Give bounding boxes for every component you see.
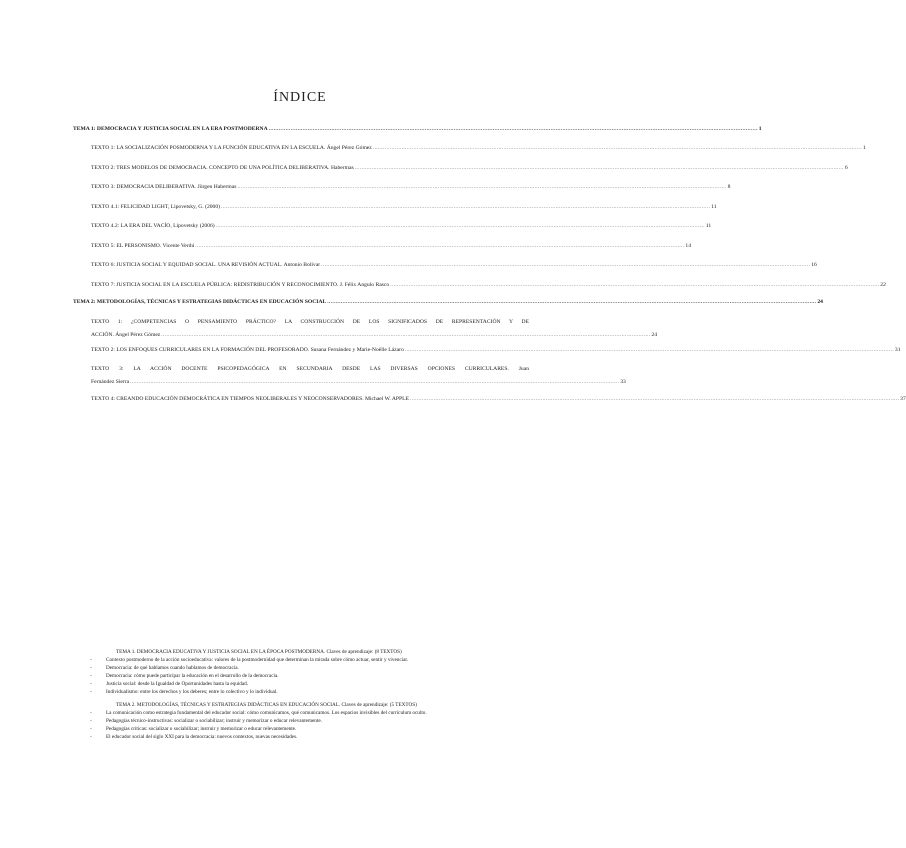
toc-leader xyxy=(373,145,862,152)
list-item: - Individualismo: entre los derechos y los deberes; entre lo colectivo y lo individual. xyxy=(90,688,530,696)
toc-page-number: 14 xyxy=(685,242,691,249)
notes-heading-tema2: TEMA 2. METODOLOGÍAS, TÉCNICAS Y ESTRATEGIAS DIDÁCTICAS EN EDUCACIÓN SOCIAL. Claves de aprendizaje: (5 TEXTOS) xyxy=(116,701,417,708)
toc-entry-label-line1: TEXTO 3: LA ACCIÓN DOCENTE PSICOPEDAGÓGICA EN SECUNDARIA DESDE LAS DIVERSAS OPCIONES CURRICULARES. Juan xyxy=(91,365,529,372)
toc-entry[interactable] xyxy=(73,313,658,340)
toc-entry[interactable] xyxy=(73,395,906,403)
toc-page-number: 24 xyxy=(651,331,658,338)
toc-entry-label-line2: Fernández Sierra xyxy=(91,378,130,385)
toc-leader xyxy=(327,299,816,306)
toc-entry-label: TEXTO 7: JUSTICIA SOCIAL EN LA ESCUELA PÚBLICA: REDISTRIBUCIÓN Y RECONOCIMIENTO. J. Félix Angulo Rasco xyxy=(91,281,390,288)
toc-leader xyxy=(405,347,894,354)
toc-leader xyxy=(130,378,619,387)
list-item: - Justicia social: desde la Igualdad de Oportunidades hasta la equidad. xyxy=(90,680,530,688)
list-item: - El educador social del siglo XXI para la democracia: nuevos contextos, nuevas necesidades. xyxy=(90,733,530,741)
toc-page-number: 8 xyxy=(727,184,731,190)
toc-entry-label-line1: TEXTO 1: ¿COMPETENCIAS O PENSAMIENTO PRÁCTICO? LA CONSTRUCCIÓN DE LOS SIGNIFICADOS DE REPRESENTACIÓN Y DE xyxy=(91,318,529,325)
toc-page-number: 33 xyxy=(620,378,626,385)
toc-page-number: 22 xyxy=(880,281,886,288)
toc-entry[interactable] xyxy=(73,242,691,250)
toc-entry[interactable] xyxy=(73,360,626,387)
toc-theme-1[interactable] xyxy=(73,126,762,133)
toc-entry[interactable] xyxy=(73,145,866,152)
toc-leader xyxy=(269,126,758,133)
toc-entry[interactable] xyxy=(73,281,886,289)
toc-leader xyxy=(410,396,899,403)
toc-theme-2[interactable] xyxy=(73,298,823,306)
toc-page-number: 11 xyxy=(705,223,712,229)
toc-page-number: 1 xyxy=(862,145,866,151)
page-title: ÍNDICE xyxy=(273,90,327,105)
toc-page-number: 11 xyxy=(711,203,717,210)
toc-entry-label: TEXTO 4.2: LA ERA DEL VACÍO, Lipovetsky (2006) xyxy=(91,223,215,229)
toc-leader xyxy=(216,223,705,230)
toc-entry[interactable] xyxy=(73,184,731,191)
toc-page-number: 37 xyxy=(900,395,906,402)
toc-entry-label: TEXTO 4: CREANDO EDUCACIÓN DEMOCRÁTICA EN TIEMPOS NEOLIBERALES Y NEOCONSERVADORES. Michael W. APPLE xyxy=(91,395,409,402)
toc-leader xyxy=(221,204,710,211)
toc-leader xyxy=(355,165,844,172)
toc-leader xyxy=(390,282,879,289)
notes-heading-tema1: TEMA 1. DEMOCRACIA EDUCATIVA Y JUSTICIA SOCIAL EN LA ÉPOCA POSTMODERNA. Claves de aprendizaje: (8 TEXTOS) xyxy=(116,649,402,655)
toc-entry[interactable] xyxy=(73,262,817,269)
toc-entry-label: TEMA 1: DEMOCRACIA Y JUSTICIA SOCIAL EN LA ERA POSTMODERNA xyxy=(73,126,268,132)
list-item: - Democracia: de qué hablamos cuando hablamos de democracia. xyxy=(90,664,530,672)
toc-page-number: 1 xyxy=(758,126,762,132)
list-item: - Democracia: cómo puede participar la educación en el desarrollo de la democracia. xyxy=(90,672,530,680)
toc-leader xyxy=(237,184,726,191)
toc-entry[interactable] xyxy=(73,164,848,172)
toc-entry-label-line2: ACCIÓN. Ángel Pérez Gómez xyxy=(91,331,161,338)
list-item: - La comunicación como estrategia fundamental del educador social: cómo comunicamos, qué comunicamos. Los espacios invisibles del currículum oculto. xyxy=(90,709,530,717)
toc-entry-label: TEXTO 2: TRES MODELOS DE DEMOCRACIA. CONCEPTO DE UNA POLÍTICA DELIBERATIVA. Habermas xyxy=(91,164,354,171)
toc-page-number: 6 xyxy=(844,164,848,171)
learning-keys xyxy=(90,648,530,741)
toc-page-number: 16 xyxy=(811,262,817,268)
table-of-contents xyxy=(73,126,906,403)
toc-entry-label: TEXTO 5: EL PERSONISMO. Vicente Verdú xyxy=(91,242,195,249)
toc-entry-label: TEXTO 1: LA SOCIALIZACIÓN POSMODERNA Y LA FUNCIÓN EDUCATIVA EN LA ESCUELA. Ángel Pérez Gómez xyxy=(91,145,372,151)
toc-entry[interactable] xyxy=(73,223,712,230)
toc-leader xyxy=(321,262,810,269)
toc-entry-label: TEXTO 4.1: FELICIDAD LIGHT, Lipovetsky, G. (2000) xyxy=(91,203,220,210)
toc-entry-label: TEXTO 3: DEMOCRACIA DELIBERATIVA. Jürgen Habermas xyxy=(91,184,237,190)
toc-entry[interactable] xyxy=(73,203,717,211)
toc-leader xyxy=(161,331,650,340)
toc-entry[interactable] xyxy=(73,346,901,354)
list-item: - Pedagogías críticas: socializar o sociabilizar; instruir y memorizar o educar relevantemente. xyxy=(90,725,530,733)
notes-list-tema2 xyxy=(90,709,530,741)
toc-entry-label: TEMA 2: METODOLOGÍAS, TÉCNICAS Y ESTRATEGIAS DIDÁCTICAS EN EDUCACIÓN SOCIAL xyxy=(73,298,327,305)
toc-page-number: 24 xyxy=(817,298,823,305)
notes-list-tema1 xyxy=(90,656,530,696)
toc-leader xyxy=(195,243,684,250)
list-item: - Contexto postmoderno de la acción socioeducativa: valores de la postmodernidad que determinan la mirada sobre cómo actuar, sentir y vivenciar. xyxy=(90,656,530,664)
toc-entry-label: TEXTO 2: LOS ENFOQUES CURRICULARES EN LA FORMACIÓN DEL PROFESORADO. Susana Fernández y Marie-Noëlle Lázaro xyxy=(91,346,404,353)
toc-entry-label: TEXTO 6: JUSTICIA SOCIAL Y EQUIDAD SOCIAL. UNA REVISIÓN ACTUAL. Antonio Bolívar xyxy=(91,262,321,268)
list-item: - Pedagogías técnico-instructivas: socializar o sociabilizar; instruir y memorizar o educar relevantemente. xyxy=(90,717,530,725)
toc-page-number: 31 xyxy=(894,346,901,353)
